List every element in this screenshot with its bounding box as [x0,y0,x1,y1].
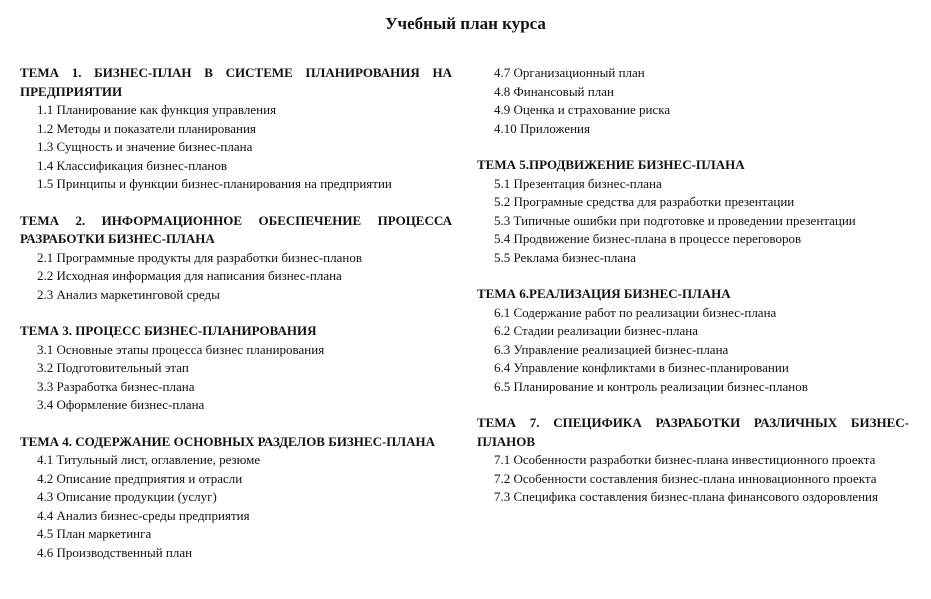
topic-items [477,64,909,138]
list-item: 5.4 Продвижение бизнес-плана в процессе переговоров [494,231,802,246]
list-item: 5.2 Програмные средства для разработки презентации [494,194,795,209]
list-item: 4.1 Титульный лист, оглавление, резюме [37,452,261,467]
list-item: 7.2 Особенности составления бизнес-плана инновационного проекта [494,470,877,486]
topic-items [20,451,452,562]
list-item: 6.2 Стадии реализации бизнес-плана [494,323,698,338]
list-item: 2.1 Программные продукты для разработки бизнес-планов [37,249,362,265]
topic-5 [477,156,909,267]
topic-heading: ТЕМА 7. СПЕЦИФИКА РАЗРАБОТКИ РАЗЛИЧНЫХ БИЗНЕС-ПЛАНОВ [477,415,909,449]
list-item: 3.1 Основные этапы процесса бизнес планирования [37,341,325,357]
topic-heading: ТЕМА 5.ПРОДВИЖЕНИЕ БИЗНЕС-ПЛАНА [477,157,745,172]
topic-4-continued [477,64,909,138]
topic-items [477,451,909,507]
list-item: 3.3 Разработка бизнес-плана [37,378,195,394]
list-item: 4.8 Финансовый план [494,83,614,99]
list-item: 5.3 Типичные ошибки при подготовке и проведении презентации [494,212,856,228]
topic-6 [477,285,909,396]
list-item: 1.4 Классификация бизнес-планов [37,157,228,173]
topic-heading: ТЕМА 3. ПРОЦЕСС БИЗНЕС-ПЛАНИРОВАНИЯ [20,323,317,338]
topic-items [477,304,909,397]
topic-items [20,341,452,415]
topic-heading: ТЕМА 6.РЕАЛИЗАЦИЯ БИЗНЕС-ПЛАНА [477,286,731,301]
list-item: 1.2 Методы и показатели планирования [37,120,256,136]
list-item: 6.4 Управление конфликтами в бизнес-планировании [494,360,789,375]
list-item: 4.2 Описание предприятия и отрасли [37,470,243,486]
topic-heading: ТЕМА 1. БИЗНЕС-ПЛАН В СИСТЕМЕ ПЛАНИРОВАНИЯ НА ПРЕДПРИЯТИИ [20,65,452,99]
topic-heading: ТЕМА 4. СОДЕРЖАНИЕ ОСНОВНЫХ РАЗДЕЛОВ БИЗНЕС-ПЛАНА [20,433,435,449]
list-item: 6.1 Содержание работ по реализации бизнес-плана [494,304,777,320]
list-item: 4.3 Описание продукции (услуг) [37,489,217,504]
topic-items [20,101,452,194]
list-item: 3.2 Подготовительный этап [37,360,189,375]
list-item: 4.7 Организационный план [494,65,645,80]
list-item: 7.1 Особенности разработки бизнес-плана инвестиционного проекта [494,452,876,467]
list-item: 6.3 Управление реализацией бизнес-плана [494,341,729,357]
topic-items [477,175,909,268]
list-item: 1.3 Сущность и значение бизнес-плана [37,139,253,154]
list-item: 5.5 Реклама бизнес-плана [494,249,636,265]
topic-2 [20,212,452,305]
list-item: 1.5 Принципы и функции бизнес-планирования на предприятии [37,176,392,191]
list-item: 4.5 План маркетинга [37,526,152,541]
list-item: 4.4 Анализ бизнес-среды предприятия [37,507,250,523]
list-item: 1.1 Планирование как функция управления [37,102,277,117]
left-column [20,64,452,580]
topic-7 [477,414,909,507]
list-item: 4.10 Приложения [494,120,590,136]
list-item: 2.2 Исходная информация для написания бизнес-плана [37,268,342,283]
list-item: 5.1 Презентация бизнес-плана [494,175,662,191]
topic-4 [20,433,452,563]
list-item: 4.6 Производственный план [37,544,193,560]
topic-3 [20,322,452,415]
topic-items [20,249,452,305]
list-item: 4.9 Оценка и страхование риска [494,102,671,117]
right-column [477,64,909,525]
list-item: 3.4 Оформление бизнес-плана [37,397,205,412]
topic-1 [20,64,452,194]
topic-heading: ТЕМА 2. ИНФОРМАЦИОННОЕ ОБЕСПЕЧЕНИЕ ПРОЦЕССА РАЗРАБОТКИ БИЗНЕС-ПЛАНА [20,212,452,246]
list-item: 6.5 Планирование и контроль реализации бизнес-планов [494,378,808,394]
page-title: Учебный план курса [385,14,546,33]
list-item: 7.3 Специфика составления бизнес-плана финансового оздоровления [494,489,878,504]
list-item: 2.3 Анализ маркетинговой среды [37,286,220,302]
